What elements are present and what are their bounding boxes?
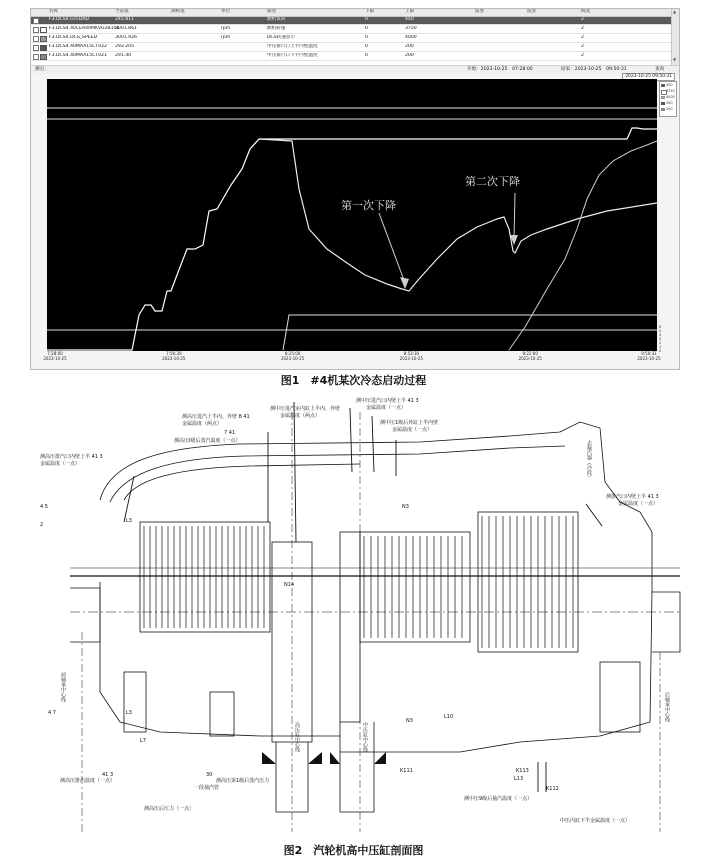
row-color-swatch[interactable]: [40, 54, 47, 60]
cell-low: 0: [365, 44, 368, 49]
ip-inlet-chamber: [340, 532, 360, 722]
row-checkbox[interactable]: [33, 18, 39, 24]
label-metal-temp-one-b: 金属温度（一点）: [366, 405, 407, 411]
hp-blade-block: [140, 522, 270, 632]
series-ip-exhaust-lower-temp: [509, 141, 657, 350]
row-color-swatch[interactable]: [40, 36, 47, 42]
column-header[interactable]: 报警: [527, 9, 537, 14]
label-rear-bearing: 后轴承中心线: [664, 692, 670, 722]
arrow-first-drop-head: [400, 277, 409, 289]
cell-low: 0: [365, 53, 368, 58]
cell-width: 2: [581, 26, 584, 31]
series-ip-exhaust-upper-temp: [259, 139, 657, 291]
seal-wedge: [262, 752, 276, 764]
scale-tick: 3: [659, 337, 662, 341]
time-axis: [43, 351, 661, 367]
cell-high: 450: [405, 17, 414, 22]
label-ip-exhaust-upper: 测排汽口内壁上半 41 3: [606, 494, 659, 500]
x-tick-date: 2023-10-25: [43, 356, 67, 361]
series-speed: [47, 128, 657, 350]
cell-high: 200: [405, 53, 414, 58]
ip-blade-block-1: [360, 532, 470, 642]
legend-value: 200: [666, 107, 673, 111]
x-tick-date: 2023-10-25: [280, 356, 305, 361]
cell-name: F3.DCS4.DCS_SPEED: [49, 35, 98, 40]
hp-extraction: [210, 692, 234, 736]
x-tick: [629, 351, 669, 361]
cell-high: 4000: [405, 35, 417, 40]
x-tick-time: 7:28:00: [47, 351, 63, 356]
label-hp-stage1-temp: 测高压Ⅰ级后蒸汽温度（一点）: [174, 438, 241, 444]
x-tick: [154, 351, 194, 361]
table-header: [31, 9, 671, 17]
row-checkbox[interactable]: [33, 36, 39, 42]
second-drop-label: 第二次下降: [465, 175, 520, 188]
cell-value: 3001.926: [115, 35, 137, 40]
label-metal-temp-one: 金属温度（一点）: [40, 461, 81, 467]
column-header[interactable]: 报警: [475, 9, 485, 14]
label-n14: N14: [284, 582, 295, 588]
legend-swatch: [661, 108, 665, 111]
first-drop-label: 第一次下降: [341, 199, 396, 212]
x-tick-time: 9:22:00: [522, 351, 538, 356]
column-header[interactable]: 下限: [365, 9, 375, 14]
scale-tick: 0: [659, 349, 662, 353]
label-metal-temp-two-points: 金属温度（两点）: [182, 421, 223, 427]
figure1-caption: 图1 #4机某次冷态启动过程: [280, 374, 427, 387]
x-tick: [35, 351, 75, 361]
legend-value: 200: [666, 101, 673, 105]
column-header[interactable]: 线宽: [581, 9, 591, 14]
row-color-swatch[interactable]: [40, 18, 47, 24]
x-tick: [510, 351, 550, 361]
label-ip-lower-outer: 中压内缸下半金属温度（一点）: [560, 818, 631, 824]
label-front-bearing: 前轴承中心线: [60, 672, 66, 702]
label-l7: L7: [140, 738, 146, 744]
probe-ip-inlet: [350, 408, 352, 472]
outer-casing-bottom: [100, 582, 340, 736]
scale-tick: 6: [659, 325, 662, 329]
label-l3-lower: L3: [126, 710, 132, 716]
table-scrollbar[interactable]: [671, 9, 679, 65]
label-ip-inlet-outer: 测中压进汽室内缸上半内、外壁: [270, 406, 341, 412]
column-header[interactable]: 满标值: [171, 9, 185, 14]
x-tick: [273, 351, 313, 361]
label-hp-centerline: 高压缸中心线: [294, 722, 300, 752]
cell-width: 2: [581, 44, 584, 49]
tag-table: [31, 9, 679, 65]
label-n3: N3: [402, 504, 409, 510]
probe-exhaust-upper: [586, 504, 602, 526]
x-tick-time: 8:53:30: [403, 351, 420, 356]
seal-wedges: [262, 752, 386, 764]
cell-width: 2: [581, 17, 584, 22]
scale-tick: 4: [659, 333, 662, 337]
label-k111: K111: [400, 768, 413, 774]
table-row[interactable]: [31, 35, 671, 43]
x-tick-date: 2023-10-25: [162, 356, 186, 361]
row-color-swatch[interactable]: [40, 45, 47, 51]
cell-value: 245.811: [115, 17, 134, 22]
column-header[interactable]: 描述: [267, 9, 277, 14]
x-tick-time: 8:25:00: [284, 351, 301, 356]
cell-name: F3.DCS4.40MAA15CT022: [49, 44, 107, 49]
end-time[interactable]: 结束：2023-10-25 09:50:31: [561, 67, 627, 72]
seal-wedge: [308, 752, 322, 764]
trend-plot-svg: [47, 79, 657, 351]
cell-name: F3.DCS4.40CEA40MKVU2B101: [49, 26, 120, 31]
label-top-right: 去凝汽器（冷段）: [586, 440, 592, 480]
start-time[interactable]: 开始：2023-10-25 07:28:00: [467, 67, 533, 72]
x-tick-time: 7:56:30: [166, 351, 182, 356]
current-date-display: 2023-10-25 09:50:31: [622, 73, 675, 81]
steam-pipe-top: [124, 464, 360, 500]
cell-high: 3750: [405, 26, 417, 31]
outer-casing-top: [100, 422, 652, 592]
table-row[interactable]: [31, 53, 671, 61]
inner-casing-top: [110, 446, 565, 502]
label-hp-exhaust-upper: 测高压排汽口内壁上半 41 3: [40, 454, 103, 460]
ip-blade-block-2: [478, 512, 578, 652]
label-metal-temp-one-d: 金属温度（一点）: [618, 501, 659, 507]
cell-width: 2: [581, 53, 584, 58]
status-bar: [31, 65, 679, 74]
cell-low: 0: [365, 35, 368, 40]
label-k112: K112: [546, 786, 559, 792]
legend-swatch: [661, 96, 665, 99]
label-num-2: 2: [40, 522, 44, 528]
cell-value: 3001.861: [115, 26, 137, 31]
cursor-label: 测点：: [35, 67, 49, 72]
x-tick-date: 2023-10-25: [399, 356, 424, 361]
column-header[interactable]: 单位: [221, 9, 231, 14]
column-header[interactable]: 名称: [49, 9, 59, 14]
label-stage-mark: 7 41: [224, 430, 236, 436]
seal-wedge: [330, 752, 340, 764]
rear-bearing-pedestal: [600, 662, 640, 732]
label-l13: L13: [514, 776, 524, 782]
cell-desc: 燃机转速: [267, 26, 286, 31]
scale-tick: 2: [659, 341, 662, 345]
label-ip-centerline: 中压缸中心线: [362, 722, 368, 752]
cell-value: 293.205: [115, 44, 134, 49]
cell-unit: rpm: [221, 26, 231, 31]
right-scale: [659, 325, 669, 351]
label-num-4-5: 4 5: [40, 504, 48, 510]
x-tick-date: 2023-10-25: [637, 356, 661, 361]
trend-plot-area[interactable]: [47, 79, 657, 351]
scroll-up-icon[interactable]: ▲: [673, 9, 677, 14]
cell-low: 0: [365, 17, 368, 22]
row-checkbox[interactable]: [33, 54, 39, 60]
x-tick-time: 9:50:31: [641, 351, 657, 356]
legend-swatch: [661, 84, 665, 87]
cell-desc: 燃机负荷: [267, 17, 286, 22]
cell-name: F3.DCS4.GTLOAD: [49, 17, 89, 22]
label-num-4-7: 4 7: [48, 710, 56, 716]
cell-desc: DCS转速显示: [267, 35, 296, 40]
scale-tick: 1: [659, 345, 662, 349]
row-checkbox[interactable]: [33, 27, 39, 33]
label-ip-stage9-temp: 测中压9级后抽汽温度（一点）: [464, 796, 533, 802]
cell-desc: 中压排汽口上半内壁温度: [267, 44, 318, 49]
trend-window: [30, 8, 680, 370]
table-row[interactable]: [31, 17, 671, 25]
series-legend: [659, 81, 677, 117]
legend-swatch: [661, 102, 665, 105]
label-hp-stage1-pressure: 测高压第1级后蒸汽压力: [216, 778, 270, 784]
cell-desc: 中压排汽口下半内壁温度: [267, 53, 318, 58]
blade-stripes: [144, 516, 573, 648]
cell-value: 291.40: [115, 53, 132, 58]
label-num-41-3: 41 3: [102, 772, 114, 778]
label-k113: K113: [516, 768, 529, 774]
label-hp-inlet-outer: 测高压进汽上半内、外壁 8 41: [182, 414, 250, 420]
front-shaft-end: [70, 588, 100, 642]
cell-low: 0: [365, 26, 368, 31]
turbine-section-drawing: [40, 392, 686, 832]
label-l10: L10: [444, 714, 454, 720]
table-row[interactable]: [31, 26, 671, 34]
arrow-second-drop: [514, 193, 515, 239]
x-tick-date: 2023-10-25: [518, 356, 542, 361]
rear-shaft-end: [652, 592, 680, 652]
scroll-down-icon[interactable]: ▼: [673, 57, 677, 62]
label-metal-temp-one-c: 金属温度（一点）: [392, 427, 433, 433]
legend-value: 3750: [666, 89, 675, 93]
cell-unit: rpm: [221, 35, 231, 40]
label-hp-pressure-one: 测高压后压力（一点）: [144, 806, 195, 812]
seal-wedge: [374, 752, 386, 764]
cell-high: 200: [405, 44, 414, 49]
column-header[interactable]: 上限: [405, 9, 415, 14]
figure2-caption: 图2 汽轮机高中压缸剖面图: [283, 844, 424, 857]
row-color-swatch[interactable]: [40, 27, 47, 33]
label-metal-temp-two: 金属温度（两点）: [280, 413, 321, 419]
label-num-30: 30: [206, 772, 213, 778]
legend-value: 450: [666, 83, 673, 87]
x-tick: [391, 351, 431, 361]
label-n3-lower: N3: [406, 718, 413, 724]
table-row[interactable]: [31, 44, 671, 52]
query-button[interactable]: 查询: [655, 67, 665, 72]
arrow-first-drop: [379, 213, 405, 283]
legend-value: 4000: [666, 95, 675, 99]
label-extraction-pipe: 一段抽汽管: [194, 785, 220, 791]
probe-hp-stage1: [294, 402, 296, 542]
label-ip-inner-upper: 测中压进汽口内壁上半 41 3: [356, 398, 419, 404]
label-hp-exhaust-temp: 测高压排汽温度（一点）: [60, 778, 116, 784]
label-l3: L3: [126, 518, 132, 524]
label-ip-stage1: 测中压1级后外缸上半内壁: [380, 420, 439, 426]
scale-tick: 5: [659, 329, 662, 333]
probe-ip-inner: [372, 416, 374, 472]
column-header[interactable]: 当前值: [115, 9, 129, 14]
front-bearing-pedestal: [124, 672, 146, 732]
cell-name: F3.DCS4.40MAA15CT021: [49, 53, 107, 58]
cell-width: 2: [581, 35, 584, 40]
row-checkbox[interactable]: [33, 45, 39, 51]
series-dcs-speed: [283, 315, 657, 350]
